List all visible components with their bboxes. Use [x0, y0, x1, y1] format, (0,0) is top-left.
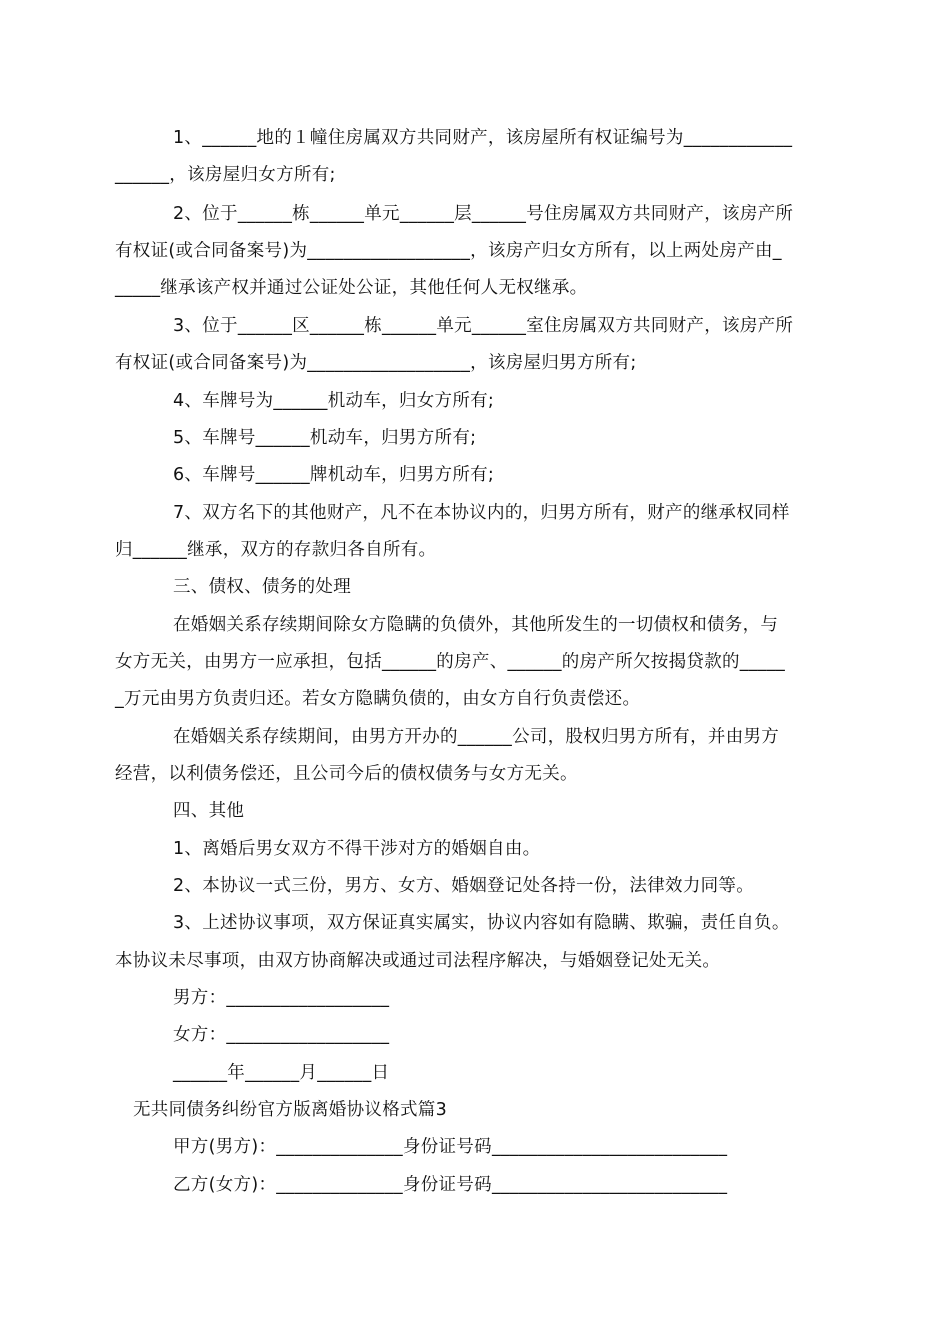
- other-item-3-line-1: 3、上述协议事项，双方保证真实属实，协议内容如有隐瞒、欺骗，责任自负。: [173, 913, 790, 933]
- other-item-3-line-2: 本协议未尽事项，由双方协商解决或通过司法程序解决，与婚姻登记处无关。: [115, 951, 721, 971]
- signature-female: 女方：__________________: [173, 1025, 390, 1045]
- debts-para-1-line-2: 女方无关，由男方一应承担，包括______的房产、______的房产所欠按揭贷款的_____: [115, 652, 786, 672]
- signature-date: ______年______月______日: [173, 1063, 390, 1083]
- section-heading-other: 四、其他: [173, 801, 245, 821]
- party-a-line: 甲方(男方)：______________身份证号码__________________________: [173, 1137, 728, 1157]
- debts-para-1-line-1: 在婚姻关系存续期间除女方隐瞒的负债外，其他所发生的一切债权和债务，与: [173, 615, 779, 635]
- party-b-line: 乙方(女方)：______________身份证号码__________________________: [173, 1175, 728, 1195]
- other-item-1: 1、离婚后男女双方不得干涉对方的婚姻自由。: [173, 839, 541, 859]
- para-7-line-2: 归______继承，双方的存款归各自所有。: [115, 540, 437, 560]
- para-6: 6、车牌号______牌机动车，归男方所有;: [173, 465, 495, 485]
- para-5: 5、车牌号______机动车，归男方所有;: [173, 428, 477, 448]
- debts-para-2-line-2: 经营，以利债务偿还，且公司今后的债权债务与女方无关。: [115, 764, 578, 784]
- signature-male: 男方：__________________: [173, 988, 390, 1008]
- other-item-2: 2、本协议一式三份，男方、女方、婚姻登记处各持一份，法律效力同等。: [173, 876, 755, 896]
- debts-para-1-line-3: _万元由男方负责归还。若女方隐瞒负债的，由女方自行负责偿还。: [115, 689, 641, 709]
- para-4: 4、车牌号为______机动车，归女方所有;: [173, 391, 495, 411]
- section-heading-debts: 三、债权、债务的处理: [173, 577, 351, 597]
- para-3-line-1: 3、位于______区______栋______单元______室住房属双方共同财产，该房产所: [173, 316, 794, 336]
- para-3-line-2: 有权证(或合同备案号)为__________________，该房屋归男方所有;: [115, 353, 637, 373]
- para-1-line-2: ______，该房屋归女方所有;: [115, 165, 336, 185]
- next-article-title: 无共同债务纠纷官方版离婚协议格式篇3: [133, 1100, 448, 1120]
- para-1-line-1: 1、______地的１幢住房属双方共同财产，该房屋所有权证编号为____________: [173, 128, 793, 148]
- debts-para-2-line-1: 在婚姻关系存续期间，由男方开办的______公司，股权归男方所有，并由男方: [173, 727, 780, 747]
- para-2-line-1: 2、位于______栋______单元______层______号住房属双方共同财产，该房产所: [173, 204, 794, 224]
- para-2-line-2: 有权证(或合同备案号)为__________________，该房产归女方所有，以上两处房产由_: [115, 241, 782, 261]
- para-2-line-3: _____继承该产权并通过公证处公证，其他任何人无权继承。: [115, 278, 588, 298]
- para-7-line-1: 7、双方名下的其他财产，凡不在本协议内的，归男方所有，财产的继承权同样: [173, 503, 790, 523]
